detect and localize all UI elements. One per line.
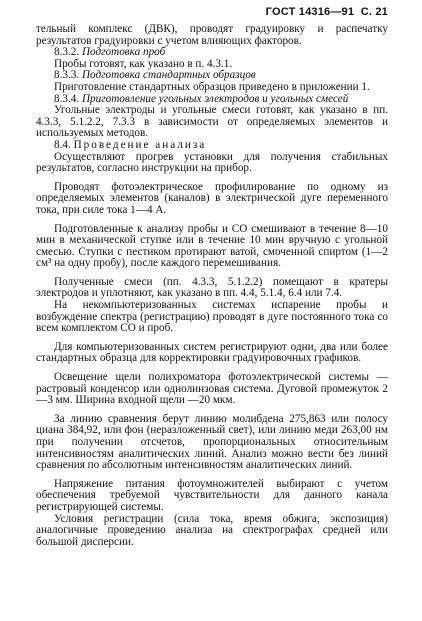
paragraph: Напряжение питания фотоумножителей выбирают с учетом обеспечения требуемой чувствительности для данного канала регистрирующей системы. (36, 477, 388, 513)
paragraph: Пробы готовят, как указано в п. 4.3.1. (54, 57, 233, 70)
paragraph: На некомпьютеризованных системах испарение пробы и возбуждение спектра (регистрацию) проводят в дуге постоянного тока со всем комплектом СО и проб. (36, 299, 388, 335)
document-body (36, 24, 388, 548)
paragraph: Осуществляют прогрев установки для получения стабильных результатов, согласно инструкции на прибор. (36, 150, 388, 175)
paragraph: За линию сравнения берут линию молибдена 275,863 или полосу циана 384,92, или фон (неразложенный свет), или линию меди 263,00 нм при получении отсчетов, пропорциональных относительным интенсивностям аналитических линий. Анализ можно вести без линий сравнения по абсолютным интенсивностям аналитических линий. (36, 412, 388, 472)
subsection-number: 8.3.3. (54, 69, 80, 82)
document-page (36, 6, 388, 548)
paragraph: Проводят фотоэлектрическое профилирование по одному из определяемых элементов (каналов) в электрической дуге переменного тока, при силе тока 1—4 А. (36, 180, 388, 216)
subsection-number: 8.3.4. (54, 92, 80, 105)
standard-number: ГОСТ 14316—91 (265, 6, 355, 18)
section-heading (36, 140, 388, 152)
subsection-title: Подготовка проб (81, 46, 166, 59)
subsection-title: Подготовка стандартных образцов (81, 69, 256, 82)
paragraph: Полученные смеси (пп. 4.3.3, 5.1.2.2) помещают в кратеры электродов и уплотняют, как указано в пп. 4.4, 5.1.4, 6.4 или 7.4. (36, 275, 388, 300)
paragraph: Угольные электроды и угольные смеси готовят, как указано в пп. 4.3.3, 5.1.2.2, 7.3.3 в зависимости от определяемых элементов и используемых методов. (36, 104, 388, 140)
paragraph: Освещение щели полихроматора фотоэлектрической системы — растровый конденсор или однолинзовая система. Дуговой промежуток 2—3 мм. Ширина входной щели —20 мкм. (36, 371, 388, 407)
paragraph: Для компьютеризованных систем регистрируют одни, два или более стандартных образца для корректировки градуировочных графиков. (36, 340, 388, 365)
page-number: С. 21 (360, 6, 388, 18)
section-number: 8.4. (54, 138, 71, 151)
paragraph: тельный комплекс (ДВК), проводят градуировку и распечатку результатов градуировки с учетом влияющих факторов. (36, 23, 388, 47)
section-title: Проведение анализа (73, 138, 207, 151)
paragraph: Приготовление стандартных образцов приведено в приложении 1. (54, 80, 370, 93)
paragraph: Условия регистрации (сила тока, время обжига, экспозиция) аналогичные проведению анализа на спектрографах средней или большой дисперсии. (36, 512, 388, 548)
paragraph: Подготовленные к анализу пробы и СО смешивают в течение 8—10 мин в механической ступке или в течение 10 мин вручную с угольной смесью. Ступки с пестиком протирают ватой, смоченной спиртом (1—2 см³ на одну пробу), после каждого перемешивания. (36, 222, 388, 270)
subsection-number: 8.3.2. (54, 46, 80, 59)
subsection-title: Приготовление угольных электродов и угольных смесей (81, 92, 349, 105)
page-header (36, 6, 388, 18)
